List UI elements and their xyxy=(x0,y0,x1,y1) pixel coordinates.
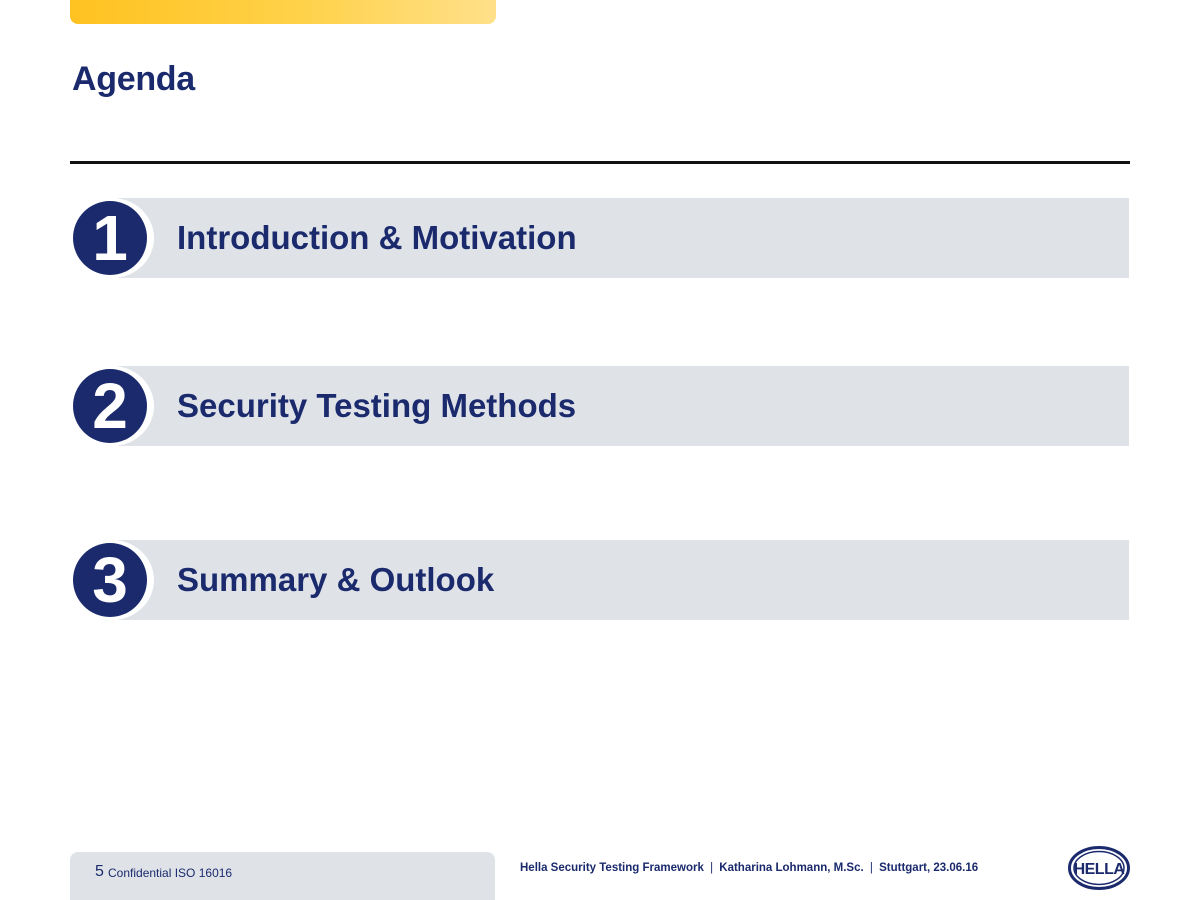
agenda-number-badge xyxy=(70,198,154,278)
agenda-number-badge xyxy=(70,540,154,620)
agenda-number: 3 xyxy=(73,543,147,617)
agenda-number: 2 xyxy=(73,369,147,443)
footer-page-box xyxy=(70,852,495,900)
footer-separator: | xyxy=(869,862,873,874)
agenda-number: 1 xyxy=(73,201,147,275)
logo-text: HELLA xyxy=(1073,861,1125,878)
agenda-item-label: Introduction & Motivation xyxy=(177,219,577,256)
footer-info xyxy=(520,862,978,874)
title-divider xyxy=(70,161,1130,164)
agenda-item-summary xyxy=(70,540,1130,620)
agenda-item-security-testing xyxy=(70,366,1130,446)
author-name: Katharina Lohmann, M.Sc. xyxy=(719,862,864,874)
presentation-title: Hella Security Testing Framework xyxy=(520,862,704,874)
page-title: Agenda xyxy=(72,60,195,98)
footer-separator: | xyxy=(710,862,714,874)
top-accent-bar xyxy=(70,0,496,24)
hella-logo-icon xyxy=(1068,846,1130,890)
agenda-number-badge xyxy=(70,366,154,446)
location-date: Stuttgart, 23.06.16 xyxy=(879,862,979,874)
agenda-item-label: Summary & Outlook xyxy=(177,561,495,598)
confidential-notice: Confidential ISO 16016 xyxy=(108,866,233,880)
page-number: 5 xyxy=(95,863,104,880)
agenda-item-label: Security Testing Methods xyxy=(177,387,577,424)
agenda-item-introduction xyxy=(70,198,1130,278)
